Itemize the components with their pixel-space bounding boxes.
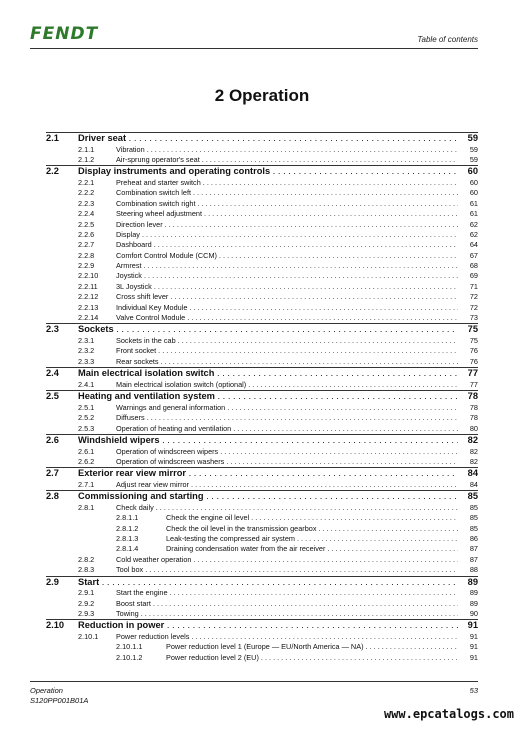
- toc-entry[interactable]: [46, 467, 478, 480]
- toc-entry[interactable]: [46, 490, 478, 503]
- toc-entry[interactable]: [46, 165, 478, 178]
- toc-entry[interactable]: [46, 588, 478, 598]
- toc-page: 76: [469, 356, 478, 366]
- toc-title: Vibration . . .: [116, 145, 458, 155]
- toc-title: Leak-testing the compressed air system . . .: [166, 534, 458, 544]
- toc-title: Check daily . . .: [116, 503, 458, 513]
- toc-page: 88: [469, 565, 478, 575]
- toc-entry[interactable]: [46, 209, 478, 219]
- toc-number: 2.2.1: [78, 177, 95, 187]
- toc-page: 64: [469, 240, 478, 250]
- toc-page: 62: [469, 219, 478, 229]
- toc-number: 2.2.14: [78, 313, 99, 323]
- toc-number: 2.7.1: [78, 479, 95, 489]
- toc-title: Driver seat . . .: [78, 133, 458, 145]
- toc-number: 2.10: [46, 620, 65, 631]
- toc-page: 85: [467, 491, 478, 502]
- toc-page: 68: [469, 261, 478, 271]
- toc-entry[interactable]: [46, 323, 478, 336]
- toc-title: Display instruments and operating controls . . .: [78, 166, 458, 178]
- toc-title: Commissioning and starting . . .: [78, 491, 458, 503]
- toc-entry[interactable]: [46, 230, 478, 240]
- toc-entry[interactable]: [46, 403, 478, 413]
- toc-number: 2.2.5: [78, 219, 95, 229]
- watermark: www.epcatalogs.com: [383, 707, 514, 721]
- toc-entry[interactable]: [46, 609, 478, 619]
- toc-number: 2.9.2: [78, 598, 95, 608]
- toc-page: 77: [467, 368, 478, 379]
- toc-title: Windshield wipers . . .: [78, 435, 458, 447]
- toc-title: Towing . . .: [116, 609, 458, 619]
- toc-title: Cross shift lever . . .: [116, 292, 458, 302]
- footer-doc-code: S120PP001B01A: [30, 696, 89, 705]
- toc-title: Operation of heating and ventilation . . .: [116, 424, 458, 434]
- toc-number: 2.8.2: [78, 554, 95, 564]
- toc-entry[interactable]: [46, 503, 478, 513]
- toc-title: Exterior rear view mirror . . .: [78, 468, 458, 480]
- toc-number: 2.9.3: [78, 609, 95, 619]
- toc-title: Valve Control Module . . .: [116, 313, 458, 323]
- toc-page: 72: [469, 292, 478, 302]
- toc-number: 2.5.2: [78, 413, 95, 423]
- toc-number: 2.10.1: [78, 632, 99, 641]
- toc-title: Operation of windscreen wipers . . .: [116, 447, 458, 457]
- toc-number: 2.2.12: [78, 292, 99, 302]
- toc-title: Main electrical isolation switch . . .: [78, 368, 458, 380]
- toc-entry[interactable]: [46, 292, 478, 302]
- toc-page: 87: [469, 544, 478, 554]
- toc-page: 61: [469, 198, 478, 208]
- toc-title: Combination switch left . . .: [116, 188, 458, 198]
- toc-number: 2.8.1.2: [116, 523, 139, 533]
- toc-entry[interactable]: [46, 261, 478, 271]
- toc-title: Combination switch right . . .: [116, 199, 458, 209]
- toc-number: 2.2.8: [78, 250, 95, 260]
- toc-entry[interactable]: [46, 619, 478, 632]
- toc-number: 2.2: [46, 166, 59, 177]
- toc-entry[interactable]: [46, 199, 478, 209]
- toc-page: 82: [469, 456, 478, 466]
- toc-number: 2.8.1.1: [116, 513, 139, 523]
- toc-number: 2.5.1: [78, 402, 95, 412]
- toc-entry[interactable]: [46, 457, 478, 467]
- toc-entry[interactable]: [46, 188, 478, 198]
- toc-page: 59: [469, 154, 478, 164]
- toc-number: 2.8.1: [78, 502, 95, 512]
- toc-entry[interactable]: [46, 346, 478, 356]
- table-of-contents: [46, 132, 478, 663]
- toc-number: 2.2.9: [78, 261, 95, 271]
- toc-entry[interactable]: [46, 240, 478, 250]
- chapter-title: 2 Operation: [214, 86, 310, 105]
- toc-title: Display . . .: [116, 230, 458, 240]
- toc-page: 82: [469, 446, 478, 456]
- toc-page: 90: [469, 609, 478, 619]
- toc-title: Individual Key Module . . .: [116, 303, 458, 313]
- toc-page: 84: [467, 468, 478, 479]
- toc-title: Joystick . . .: [116, 271, 458, 281]
- toc-page: 75: [469, 336, 478, 346]
- toc-number: 2.7: [46, 468, 59, 479]
- toc-number: 2.5: [46, 391, 59, 402]
- toc-entry[interactable]: [46, 447, 478, 457]
- footer-page-number: 53: [469, 686, 478, 695]
- toc-entry[interactable]: [46, 251, 478, 261]
- toc-page: 76: [469, 346, 478, 356]
- toc-title: Power reduction level 1 (Europe — EU/North America — NA) . . .: [166, 642, 458, 652]
- toc-page: 62: [469, 229, 478, 239]
- toc-title: Start . . .: [78, 577, 458, 589]
- toc-entry[interactable]: [46, 413, 478, 423]
- page-header: [30, 18, 478, 49]
- header-title: Table of contents: [417, 35, 478, 44]
- toc-number: 2.2.4: [78, 209, 95, 219]
- toc-page: 73: [469, 313, 478, 323]
- toc-title: Power reduction levels . . .: [116, 632, 458, 642]
- toc-title: Tool box . . .: [116, 565, 458, 575]
- toc-page: 78: [467, 391, 478, 402]
- toc-entry[interactable]: [46, 313, 478, 323]
- toc-page: 67: [469, 250, 478, 260]
- toc-page: 69: [469, 271, 478, 281]
- toc-page: 91: [469, 632, 478, 641]
- toc-page: 85: [469, 523, 478, 533]
- toc-entry[interactable]: [46, 155, 478, 165]
- toc-entry[interactable]: [46, 390, 478, 403]
- toc-entry[interactable]: [46, 220, 478, 230]
- toc-number: 2.5.3: [78, 423, 95, 433]
- toc-title: Power reduction level 2 (EU) . . .: [166, 653, 458, 663]
- toc-title: Cold weather operation . . .: [116, 555, 458, 565]
- toc-title: Rear sockets . . .: [116, 357, 458, 367]
- toc-page: 85: [469, 502, 478, 512]
- toc-number: 2.2.11: [78, 281, 98, 291]
- toc-title: Check the engine oil level . . .: [166, 513, 458, 523]
- toc-page: 59: [469, 144, 478, 154]
- toc-entry[interactable]: [46, 576, 478, 589]
- toc-page: 89: [469, 588, 478, 598]
- toc-title: Start the engine . . .: [116, 588, 458, 598]
- toc-entry[interactable]: [46, 178, 478, 188]
- toc-number: 2.2.6: [78, 229, 95, 239]
- toc-title: Comfort Control Module (CCM) . . .: [116, 251, 458, 261]
- toc-entry[interactable]: [46, 357, 478, 367]
- toc-entry[interactable]: [46, 145, 478, 155]
- toc-number: 2.1.2: [78, 154, 95, 164]
- toc-entry[interactable]: [46, 336, 478, 346]
- toc-entry[interactable]: [46, 480, 478, 490]
- toc-number: 2.6.1: [78, 446, 95, 456]
- toc-number: 2.3.1: [78, 336, 95, 346]
- toc-entry[interactable]: [46, 555, 478, 565]
- toc-page: 59: [467, 133, 478, 143]
- toc-page: 77: [469, 379, 478, 389]
- toc-page: 61: [469, 209, 478, 219]
- toc-title: Front socket . . .: [116, 346, 458, 356]
- toc-title: Check the oil level in the transmission gearbox . . .: [166, 524, 458, 534]
- toc-title: Operation of windscreen washers . . .: [116, 457, 458, 467]
- toc-title: Direction lever . . .: [116, 220, 458, 230]
- toc-page: 71: [469, 281, 478, 291]
- toc-entry[interactable]: [46, 303, 478, 313]
- toc-page: 80: [469, 423, 478, 433]
- toc-number: 2.2.2: [78, 188, 95, 198]
- toc-number: 2.3: [46, 324, 59, 335]
- toc-number: 2.10.1.2: [116, 652, 143, 662]
- toc-page: 91: [469, 642, 478, 652]
- toc-number: 2.9: [46, 576, 59, 587]
- toc-page: 60: [469, 177, 478, 187]
- toc-title: Main electrical isolation switch (optional) . . .: [116, 380, 458, 390]
- toc-number: 2.1.1: [78, 144, 95, 154]
- toc-entry[interactable]: [46, 513, 478, 523]
- toc-number: 2.9.1: [78, 588, 95, 598]
- toc-entry[interactable]: [46, 565, 478, 575]
- toc-entry[interactable]: [46, 132, 478, 145]
- toc-number: 2.3.2: [78, 346, 95, 356]
- toc-title: 3L Joystick . . .: [116, 282, 458, 292]
- toc-entry[interactable]: [46, 544, 478, 554]
- toc-title: Heating and ventilation system . . .: [78, 391, 458, 403]
- toc-title: Adjust rear view mirror . . .: [116, 480, 458, 490]
- toc-page: 91: [469, 652, 478, 662]
- toc-entry[interactable]: [46, 599, 478, 609]
- toc-entry[interactable]: [46, 282, 478, 292]
- toc-number: 2.8: [46, 491, 59, 502]
- toc-number: 2.1: [46, 133, 59, 143]
- toc-entry[interactable]: [46, 434, 478, 447]
- toc-number: 2.2.7: [78, 240, 95, 250]
- toc-number: 2.8.3: [78, 565, 95, 575]
- toc-title: Draining condensation water from the air receiver . . .: [166, 544, 458, 554]
- toc-title: Sockets in the cab . . .: [116, 336, 458, 346]
- toc-entry[interactable]: [46, 380, 478, 390]
- toc-number: 2.8.1.3: [116, 534, 139, 544]
- toc-title: Reduction in power . . .: [78, 620, 458, 632]
- fendt-logo: FENDT: [30, 24, 99, 44]
- toc-page: 82: [467, 434, 478, 445]
- toc-page: 60: [467, 166, 478, 177]
- toc-entry[interactable]: [46, 534, 478, 544]
- toc-number: 2.2.10: [78, 271, 99, 281]
- toc-number: 2.10.1.1: [116, 642, 143, 652]
- toc-title: Steering wheel adjustment . . .: [116, 209, 458, 219]
- toc-page: 89: [469, 598, 478, 608]
- toc-title: Armrest . . .: [116, 261, 458, 271]
- toc-entry[interactable]: [46, 653, 478, 663]
- toc-page: 87: [469, 554, 478, 564]
- toc-entry[interactable]: [46, 632, 478, 642]
- toc-page: 60: [469, 188, 478, 198]
- toc-number: 2.6.2: [78, 456, 95, 466]
- toc-page: 78: [469, 413, 478, 423]
- toc-number: 2.2.13: [78, 302, 99, 312]
- toc-number: 2.4.1: [78, 379, 95, 389]
- toc-title: Dashboard . . .: [116, 240, 458, 250]
- toc-title: Air-sprung operator's seat . . .: [116, 155, 458, 165]
- toc-title: Boost start . . .: [116, 599, 458, 609]
- toc-title: Diffusers . . .: [116, 413, 458, 423]
- toc-entry[interactable]: [46, 524, 478, 534]
- toc-page: 75: [467, 324, 478, 335]
- toc-number: 2.2.3: [78, 198, 95, 208]
- toc-page: 91: [467, 620, 478, 631]
- toc-title: Warnings and general information . . .: [116, 403, 458, 413]
- toc-page: 78: [469, 402, 478, 412]
- toc-page: 85: [469, 513, 478, 523]
- footer-section: Operation: [30, 686, 63, 695]
- toc-page: 72: [469, 302, 478, 312]
- toc-title: Preheat and starter switch . . .: [116, 178, 458, 188]
- toc-entry[interactable]: [46, 367, 478, 380]
- toc-number: 2.4: [46, 368, 59, 379]
- toc-page: 86: [469, 534, 478, 544]
- toc-entry[interactable]: [46, 424, 478, 434]
- toc-number: 2.8.1.4: [116, 544, 139, 554]
- toc-title: Sockets . . .: [78, 324, 458, 336]
- toc-entry[interactable]: [46, 271, 478, 281]
- toc-entry[interactable]: [46, 642, 478, 652]
- toc-number: 2.6: [46, 434, 59, 445]
- toc-page: 89: [467, 576, 478, 587]
- toc-page: 84: [469, 479, 478, 489]
- toc-number: 2.3.3: [78, 356, 95, 366]
